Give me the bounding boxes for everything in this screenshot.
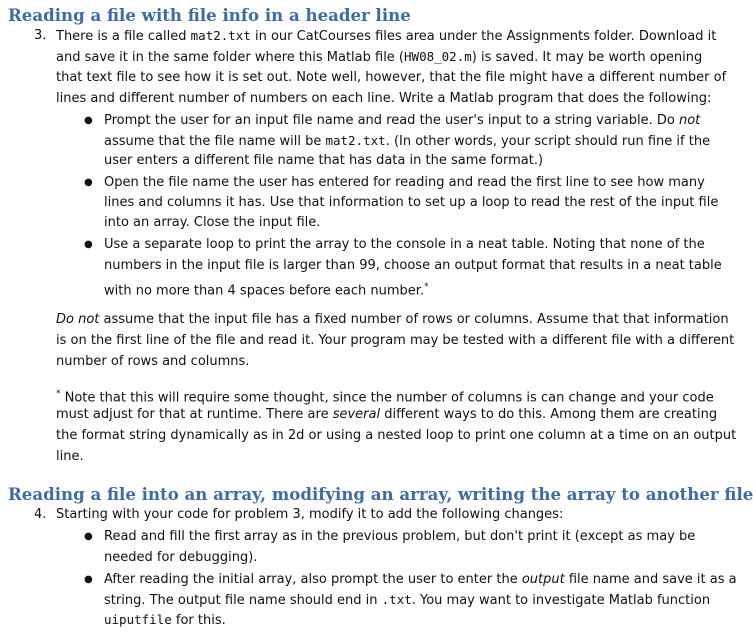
footnote-marker: * xyxy=(56,389,61,399)
bullet-dot-icon: ● xyxy=(84,574,93,585)
code-inline: mat2.txt xyxy=(190,28,251,43)
p4-bullet-1-line: needed for debugging). xyxy=(104,550,258,565)
problem-3-intro-line: lines and different number of numbers on each line. Write a Matlab program that does the following: xyxy=(56,91,712,106)
bullet-2-line: into an array. Close the input file. xyxy=(104,215,321,230)
bullet-1-line: Prompt the user for an input file name and read the user's input to a string variable. Do not xyxy=(104,113,701,128)
section-heading-array-to-file: Reading a file into an array, modifying an array, writing the array to another file xyxy=(8,484,753,504)
bullet-3-line: numbers in the input file is larger than 99, choose an output format that results in a neat table xyxy=(104,258,722,273)
bullet-1-line: assume that the file name will be mat2.txt. (In other words, your script should run fine if the xyxy=(104,133,711,149)
bullet-3-line: Use a separate loop to print the array to the console in a neat table. Noting that none of the xyxy=(104,237,705,252)
code-inline: .txt xyxy=(381,592,412,607)
bullet-dot-icon: ● xyxy=(84,177,93,188)
problem-number-3: 3. xyxy=(34,28,47,43)
code-inline: uiputfile xyxy=(104,612,172,627)
emphasis-text: output xyxy=(521,572,565,587)
p4-bullet-2-line: string. The output file name should end in .txt. You may want to investigate Matlab function xyxy=(104,592,711,608)
problem-3-intro-line: that text file to see how it is set out. Note well, however, that the file might have a different number of xyxy=(56,70,727,85)
p4-bullet-2-line: After reading the initial array, also prompt the user to enter the output file name and save it as a xyxy=(104,572,737,587)
footnote-line: * Note that this will require some thought, since the number of columns is can change and your code xyxy=(56,389,714,406)
p4-bullet-2-line: uiputfile for this. xyxy=(104,612,226,628)
note-paragraph-line: number of rows and columns. xyxy=(56,354,250,369)
note-paragraph-line: is on the first line of the file and read it. Your program may be tested with a different file with a different xyxy=(56,333,735,348)
problem-number-4: 4. xyxy=(34,507,47,522)
emphasis-text: several xyxy=(332,407,381,422)
bullet-dot-icon: ● xyxy=(84,239,93,250)
footnote-line: must adjust for that at runtime. There are several different ways to do this. Among them are creating xyxy=(56,407,718,422)
problem-3-intro-line: and save it in the same folder where this Matlab file (HW08_02.m) is saved. It may be worth opening xyxy=(56,49,703,65)
emphasis-text: not xyxy=(678,113,701,128)
code-inline: HW08_02.m xyxy=(404,49,472,64)
problem-3-intro-line: There is a file called mat2.txt in our CatCourses files area under the Assignments folder. Download it xyxy=(56,28,717,44)
bullet-dot-icon: ● xyxy=(84,115,93,126)
section-heading-reading-file-header: Reading a file with file info in a header line xyxy=(8,5,411,25)
code-inline: mat2.txt xyxy=(325,133,386,148)
footnote-line: line. xyxy=(56,449,84,464)
bullet-2-line: lines and columns it has. Use that information to set up a loop to read the rest of the input file xyxy=(104,195,719,210)
p4-bullet-1-line: Read and fill the first array as in the previous problem, but don't print it (except as may be xyxy=(104,529,696,544)
problem-4-intro-line: Starting with your code for problem 3, modify it to add the following changes: xyxy=(56,507,564,522)
emphasis-text: Do not xyxy=(56,312,100,327)
bullet-1-line: user enters a different file name that has data in the same format.) xyxy=(104,153,544,168)
bullet-dot-icon: ● xyxy=(84,531,93,542)
footnote-line: the format string dynamically as in 2d or using a nested loop to print one column at a time on an output xyxy=(56,428,737,443)
bullet-3-line: with no more than 4 spaces before each number.* xyxy=(104,282,429,299)
bullet-2-line: Open the file name the user has entered for reading and read the first line to see how many xyxy=(104,175,705,190)
note-paragraph-line: Do not assume that the input file has a fixed number of rows or columns. Assume that that information xyxy=(56,312,729,327)
footnote-marker: * xyxy=(424,282,429,292)
